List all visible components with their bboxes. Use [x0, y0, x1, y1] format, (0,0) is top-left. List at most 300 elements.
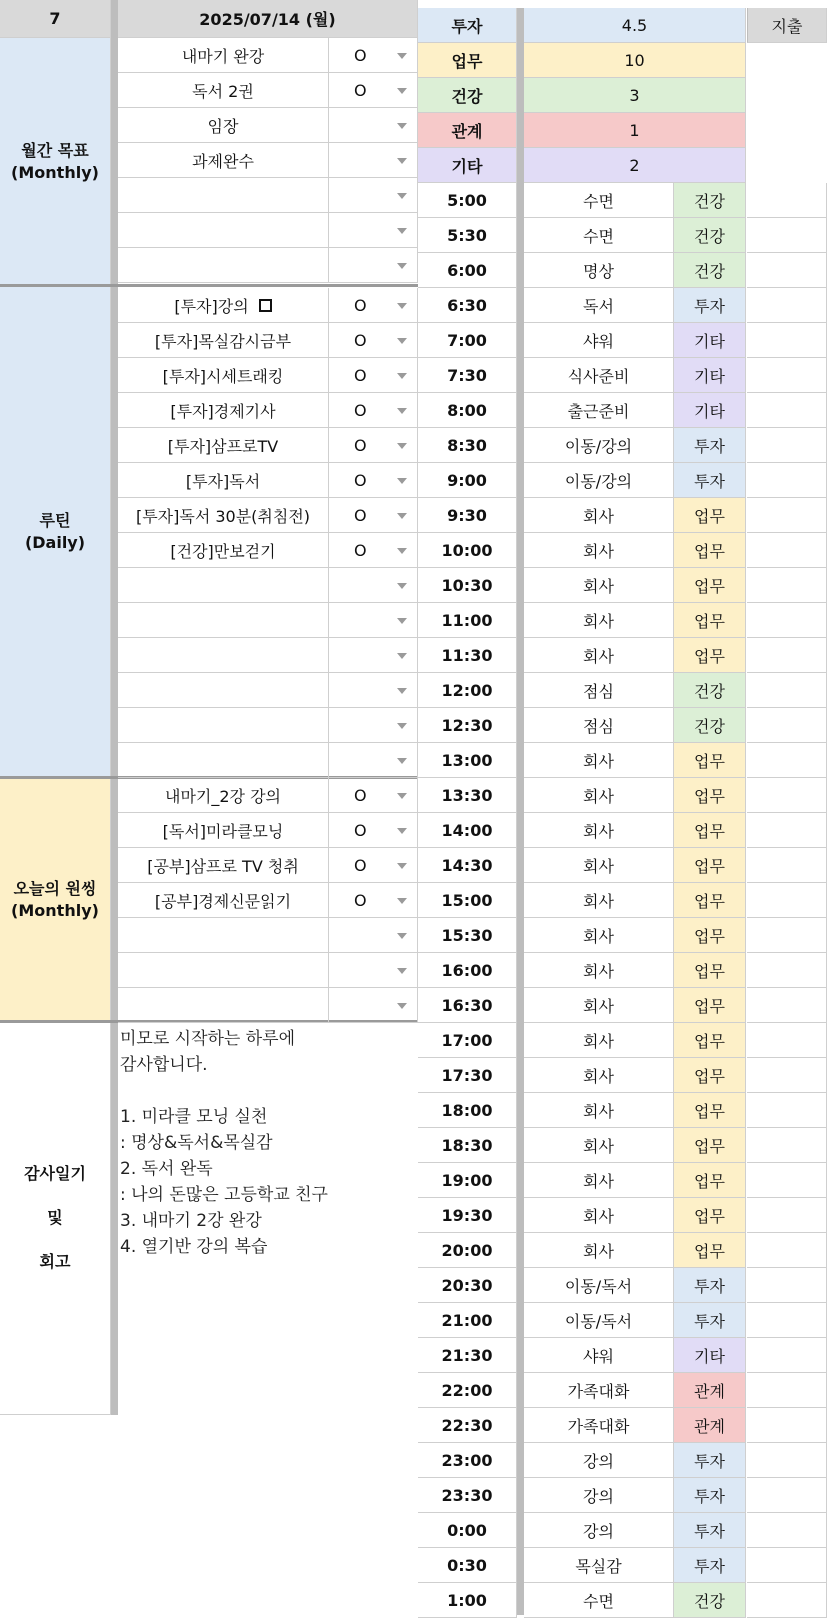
- daily_routines-text: [투자]시세트래킹: [162, 366, 284, 386]
- summary-hours-value: 3: [524, 78, 746, 113]
- status-value: O: [354, 855, 367, 875]
- schedule-time: 16:00: [418, 953, 517, 988]
- daily_routines-text: [투자]강의: [174, 296, 249, 316]
- schedule-activity[interactable]: 회사: [524, 638, 674, 673]
- status-value: O: [354, 785, 367, 805]
- schedule-category-tag[interactable]: 기타: [674, 323, 746, 358]
- daily_routines-status-dropdown[interactable]: [329, 358, 418, 393]
- schedule-time: 19:30: [418, 1198, 517, 1233]
- schedule-time: 11:00: [418, 603, 517, 638]
- schedule-time: 5:30: [418, 218, 517, 253]
- schedule-activity[interactable]: 수면: [524, 183, 674, 218]
- schedule-category-tag[interactable]: 투자: [674, 428, 746, 463]
- schedule-time: 17:30: [418, 1058, 517, 1093]
- status-value: O: [354, 365, 367, 385]
- schedule-category-tag[interactable]: 업무: [674, 1093, 746, 1128]
- schedule-category-tag[interactable]: 기타: [674, 358, 746, 393]
- schedule-spend-cell[interactable]: [747, 183, 827, 218]
- left-divider: [111, 0, 118, 1415]
- dropdown-arrow-icon[interactable]: [397, 583, 407, 589]
- schedule-spend-cell[interactable]: [747, 1268, 827, 1303]
- section-label-0: 월간 목표 (Monthly): [0, 38, 111, 286]
- one_thing-label[interactable]: [118, 918, 329, 953]
- schedule-time: 13:00: [418, 743, 517, 778]
- schedule-category-tag[interactable]: 투자: [674, 1548, 746, 1583]
- daily_routines-status-dropdown[interactable]: [329, 638, 418, 673]
- schedule-spend-cell[interactable]: [747, 743, 827, 778]
- schedule-activity[interactable]: 회사: [524, 1093, 674, 1128]
- right-divider: [517, 8, 524, 1615]
- schedule-time: 22:00: [418, 1373, 517, 1408]
- schedule-spend-cell[interactable]: [747, 918, 827, 953]
- section-label-3: 감사일기 및 회고: [0, 1022, 111, 1415]
- schedule-category-tag[interactable]: 업무: [674, 498, 746, 533]
- one_thing-status-dropdown[interactable]: [329, 918, 418, 953]
- schedule-category-tag[interactable]: 투자: [674, 463, 746, 498]
- summary-category-label: 기타: [418, 148, 517, 183]
- schedule-spend-cell[interactable]: [747, 1093, 827, 1128]
- one_thing-label[interactable]: [118, 778, 329, 813]
- dropdown-arrow-icon[interactable]: [397, 758, 407, 764]
- daily_routines-text: [투자]독서: [185, 471, 261, 491]
- monthly_goals-text: 임장: [207, 116, 239, 136]
- schedule-time: 21:30: [418, 1338, 517, 1373]
- schedule-activity[interactable]: 점심: [524, 708, 674, 743]
- monthly_goals-status-dropdown[interactable]: [329, 38, 418, 73]
- schedule-time: 22:30: [418, 1408, 517, 1443]
- schedule-activity[interactable]: 독서: [524, 288, 674, 323]
- summary-category-label: 관계: [418, 113, 517, 148]
- daily_routines-status-dropdown[interactable]: [329, 323, 418, 358]
- monthly_goals-status-dropdown[interactable]: [329, 143, 418, 178]
- daily_routines-label[interactable]: [118, 533, 329, 568]
- schedule-time: 9:00: [418, 463, 517, 498]
- schedule-spend-cell[interactable]: [747, 498, 827, 533]
- schedule-spend-cell[interactable]: [747, 813, 827, 848]
- status-value: O: [354, 820, 367, 840]
- monthly_goals-label[interactable]: [118, 178, 329, 213]
- schedule-activity[interactable]: 이동/강의: [524, 463, 674, 498]
- schedule-activity[interactable]: 회사: [524, 1058, 674, 1093]
- status-value: O: [354, 470, 367, 490]
- schedule-category-tag[interactable]: 업무: [674, 778, 746, 813]
- schedule-category-tag[interactable]: 투자: [674, 1478, 746, 1513]
- one_thing-label[interactable]: [118, 988, 329, 1023]
- schedule-spend-cell[interactable]: [747, 1338, 827, 1373]
- schedule-category-tag[interactable]: 업무: [674, 953, 746, 988]
- dropdown-arrow-icon[interactable]: [397, 513, 407, 519]
- schedule-time: 20:00: [418, 1233, 517, 1268]
- schedule-category-tag[interactable]: 업무: [674, 1163, 746, 1198]
- schedule-activity[interactable]: 샤워: [524, 1338, 674, 1373]
- daily_routines-status-dropdown[interactable]: [329, 393, 418, 428]
- schedule-spend-cell[interactable]: [747, 638, 827, 673]
- daily_routines-status-dropdown[interactable]: [329, 603, 418, 638]
- status-value: O: [354, 400, 367, 420]
- schedule-spend-cell[interactable]: [747, 533, 827, 568]
- one_thing-text: [독서]미라클모닝: [162, 821, 284, 841]
- schedule-activity[interactable]: 가족대화: [524, 1408, 674, 1443]
- daily_routines-text: [투자]목실감시금부: [154, 331, 292, 351]
- schedule-category-tag[interactable]: 관계: [674, 1373, 746, 1408]
- schedule-category-tag[interactable]: 투자: [674, 1443, 746, 1478]
- schedule-time: 6:00: [418, 253, 517, 288]
- schedule-time: 9:30: [418, 498, 517, 533]
- schedule-spend-cell[interactable]: [747, 1198, 827, 1233]
- schedule-activity[interactable]: 회사: [524, 813, 674, 848]
- week-number[interactable]: 7: [0, 0, 111, 38]
- schedule-time: 16:30: [418, 988, 517, 1023]
- schedule-spend-cell[interactable]: [747, 1023, 827, 1058]
- schedule-category-tag[interactable]: 업무: [674, 918, 746, 953]
- monthly_goals-label[interactable]: [118, 38, 329, 73]
- dropdown-arrow-icon[interactable]: [397, 338, 407, 344]
- dropdown-arrow-icon[interactable]: [397, 618, 407, 624]
- monthly_goals-text: 내마기 완강: [181, 46, 265, 66]
- schedule-category-tag[interactable]: 투자: [674, 1268, 746, 1303]
- schedule-category-tag[interactable]: 업무: [674, 1023, 746, 1058]
- schedule-activity[interactable]: 강의: [524, 1478, 674, 1513]
- dropdown-arrow-icon[interactable]: [397, 158, 407, 164]
- one_thing-status-dropdown[interactable]: [329, 848, 418, 883]
- daily_routines-label[interactable]: [118, 393, 329, 428]
- schedule-spend-cell[interactable]: [747, 288, 827, 323]
- schedule-category-tag[interactable]: 투자: [674, 1303, 746, 1338]
- schedule-category-tag[interactable]: 업무: [674, 638, 746, 673]
- schedule-activity[interactable]: 가족대화: [524, 1373, 674, 1408]
- status-value: O: [354, 435, 367, 455]
- schedule-time: 5:00: [418, 183, 517, 218]
- schedule-category-tag[interactable]: 건강: [674, 218, 746, 253]
- schedule-time: 10:00: [418, 533, 517, 568]
- schedule-activity[interactable]: 회사: [524, 1128, 674, 1163]
- schedule-spend-cell[interactable]: [747, 1303, 827, 1338]
- monthly_goals-label[interactable]: [118, 108, 329, 143]
- status-value: O: [354, 330, 367, 350]
- schedule-activity[interactable]: 수면: [524, 1583, 674, 1618]
- schedule-spend-cell[interactable]: [747, 1548, 827, 1583]
- schedule-activity[interactable]: 강의: [524, 1513, 674, 1548]
- schedule-spend-cell[interactable]: [747, 848, 827, 883]
- schedule-activity[interactable]: 출근준비: [524, 393, 674, 428]
- dropdown-arrow-icon[interactable]: [397, 548, 407, 554]
- schedule-category-tag[interactable]: 기타: [674, 393, 746, 428]
- one_thing-text: 내마기_2강 강의: [164, 786, 281, 806]
- schedule-time: 18:00: [418, 1093, 517, 1128]
- dropdown-arrow-icon[interactable]: [397, 1003, 407, 1009]
- schedule-activity[interactable]: 이동/강의: [524, 428, 674, 463]
- summary-category-label: 투자: [418, 8, 517, 43]
- one_thing-status-dropdown[interactable]: [329, 953, 418, 988]
- schedule-category-tag[interactable]: 업무: [674, 533, 746, 568]
- schedule-category-tag[interactable]: 업무: [674, 603, 746, 638]
- daily_routines-label[interactable]: [118, 603, 329, 638]
- schedule-time: 14:00: [418, 813, 517, 848]
- monthly_goals-status-dropdown[interactable]: [329, 178, 418, 213]
- dropdown-arrow-icon[interactable]: [397, 303, 407, 309]
- schedule-activity[interactable]: 회사: [524, 778, 674, 813]
- dropdown-arrow-icon[interactable]: [397, 968, 407, 974]
- schedule-activity[interactable]: 회사: [524, 743, 674, 778]
- schedule-spend-cell[interactable]: [747, 1373, 827, 1408]
- schedule-time: 14:30: [418, 848, 517, 883]
- dropdown-arrow-icon[interactable]: [397, 898, 407, 904]
- schedule-spend-cell[interactable]: [747, 883, 827, 918]
- summary-hours-value: 10: [524, 43, 746, 78]
- summary-category-label: 업무: [418, 43, 517, 78]
- one_thing-text: [공부]경제신문읽기: [154, 891, 292, 911]
- schedule-time: 18:30: [418, 1128, 517, 1163]
- schedule-time: 1:00: [418, 1583, 517, 1618]
- monthly_goals-label[interactable]: [118, 143, 329, 178]
- status-value: O: [354, 505, 367, 525]
- schedule-spend-cell[interactable]: [747, 1128, 827, 1163]
- schedule-activity[interactable]: 이동/독서: [524, 1268, 674, 1303]
- schedule-time: 7:00: [418, 323, 517, 358]
- schedule-spend-cell[interactable]: [747, 708, 827, 743]
- schedule-category-tag[interactable]: 건강: [674, 1583, 746, 1618]
- dropdown-arrow-icon[interactable]: [397, 653, 407, 659]
- schedule-spend-cell[interactable]: [747, 463, 827, 498]
- dropdown-arrow-icon[interactable]: [397, 193, 407, 199]
- schedule-category-tag[interactable]: 업무: [674, 1058, 746, 1093]
- one_thing-label[interactable]: [118, 813, 329, 848]
- schedule-activity[interactable]: 수면: [524, 218, 674, 253]
- schedule-spend-cell[interactable]: [747, 1443, 827, 1478]
- one_thing-status-dropdown[interactable]: [329, 813, 418, 848]
- schedule-category-tag[interactable]: 건강: [674, 183, 746, 218]
- daily_routines-status-dropdown[interactable]: [329, 568, 418, 603]
- schedule-spend-cell[interactable]: [747, 393, 827, 428]
- dropdown-arrow-icon[interactable]: [397, 443, 407, 449]
- daily_routines-label[interactable]: [118, 743, 329, 778]
- daily_routines-text: [투자]경제기사: [170, 401, 276, 421]
- schedule-activity[interactable]: 회사: [524, 953, 674, 988]
- schedule-spend-cell[interactable]: [747, 1513, 827, 1548]
- schedule-activity[interactable]: 회사: [524, 533, 674, 568]
- dropdown-arrow-icon[interactable]: [397, 688, 407, 694]
- schedule-activity[interactable]: 회사: [524, 1233, 674, 1268]
- schedule-time: 13:30: [418, 778, 517, 813]
- schedule-activity[interactable]: 회사: [524, 988, 674, 1023]
- schedule-spend-cell[interactable]: [747, 1058, 827, 1093]
- monthly_goals-label[interactable]: [118, 213, 329, 248]
- schedule-activity[interactable]: 샤워: [524, 323, 674, 358]
- schedule-time: 23:30: [418, 1478, 517, 1513]
- schedule-time: 23:00: [418, 1443, 517, 1478]
- one_thing-label[interactable]: [118, 953, 329, 988]
- dropdown-arrow-icon[interactable]: [397, 478, 407, 484]
- schedule-activity[interactable]: 회사: [524, 883, 674, 918]
- schedule-category-tag[interactable]: 업무: [674, 813, 746, 848]
- dropdown-arrow-icon[interactable]: [397, 408, 407, 414]
- schedule-time: 11:30: [418, 638, 517, 673]
- status-value: O: [354, 45, 367, 65]
- one_thing-label[interactable]: [118, 848, 329, 883]
- section-label-2: 오늘의 원씽 (Monthly): [0, 778, 111, 1022]
- schedule-spend-cell[interactable]: [747, 778, 827, 813]
- schedule-activity[interactable]: 목실감: [524, 1548, 674, 1583]
- dropdown-arrow-icon[interactable]: [397, 123, 407, 129]
- schedule-spend-cell[interactable]: [747, 218, 827, 253]
- monthly_goals-status-dropdown[interactable]: [329, 108, 418, 143]
- schedule-time: 17:00: [418, 1023, 517, 1058]
- schedule-category-tag[interactable]: 업무: [674, 883, 746, 918]
- schedule-spend-cell[interactable]: [747, 603, 827, 638]
- daily_routines-label[interactable]: [118, 323, 329, 358]
- dropdown-arrow-icon[interactable]: [397, 793, 407, 799]
- schedule-activity[interactable]: 회사: [524, 603, 674, 638]
- schedule-time: 8:30: [418, 428, 517, 463]
- schedule-spend-cell[interactable]: [747, 953, 827, 988]
- schedule-spend-cell[interactable]: [747, 1478, 827, 1513]
- schedule-category-tag[interactable]: 건강: [674, 708, 746, 743]
- schedule-time: 12:30: [418, 708, 517, 743]
- schedule-time: 12:00: [418, 673, 517, 708]
- schedule-activity[interactable]: 회사: [524, 848, 674, 883]
- schedule-activity[interactable]: 회사: [524, 918, 674, 953]
- date-header[interactable]: 2025/07/14 (월): [118, 0, 418, 38]
- schedule-time: 0:00: [418, 1513, 517, 1548]
- dropdown-arrow-icon[interactable]: [397, 863, 407, 869]
- schedule-spend-cell[interactable]: [747, 323, 827, 358]
- dropdown-arrow-icon[interactable]: [397, 228, 407, 234]
- daily_routines-label[interactable]: [118, 708, 329, 743]
- schedule-time: 19:00: [418, 1163, 517, 1198]
- daily_routines-label[interactable]: [118, 463, 329, 498]
- summary-category-label: 건강: [418, 78, 517, 113]
- daily_routines-status-dropdown[interactable]: [329, 743, 418, 778]
- schedule-category-tag[interactable]: 건강: [674, 673, 746, 708]
- schedule-activity[interactable]: 회사: [524, 568, 674, 603]
- schedule-category-tag[interactable]: 투자: [674, 1513, 746, 1548]
- schedule-category-tag[interactable]: 업무: [674, 743, 746, 778]
- schedule-spend-cell[interactable]: [747, 1233, 827, 1268]
- daily_routines-status-dropdown[interactable]: [329, 673, 418, 708]
- schedule-category-tag[interactable]: 업무: [674, 1128, 746, 1163]
- checkbox-icon[interactable]: [259, 299, 272, 312]
- section-label-1: 루틴 (Daily): [0, 286, 111, 778]
- status-value: O: [354, 890, 367, 910]
- schedule-category-tag[interactable]: 기타: [674, 1338, 746, 1373]
- schedule-spend-cell[interactable]: [747, 1408, 827, 1443]
- dropdown-arrow-icon[interactable]: [397, 373, 407, 379]
- schedule-time: 0:30: [418, 1548, 517, 1583]
- one_thing-status-dropdown[interactable]: [329, 778, 418, 813]
- daily_routines-text: [투자]삼프로TV: [167, 436, 279, 456]
- schedule-activity[interactable]: 강의: [524, 1443, 674, 1478]
- spend-header[interactable]: 지출: [747, 8, 827, 43]
- dropdown-arrow-icon[interactable]: [397, 723, 407, 729]
- summary-hours-value: 2: [524, 148, 746, 183]
- dropdown-arrow-icon[interactable]: [397, 53, 407, 59]
- monthly_goals-status-dropdown[interactable]: [329, 73, 418, 108]
- one_thing-status-dropdown[interactable]: [329, 883, 418, 918]
- schedule-spend-cell[interactable]: [747, 1583, 827, 1618]
- schedule-activity[interactable]: 명상: [524, 253, 674, 288]
- monthly_goals-label[interactable]: [118, 73, 329, 108]
- daily_routines-status-dropdown[interactable]: [329, 428, 418, 463]
- summary-hours-value: 4.5: [524, 8, 746, 43]
- schedule-category-tag[interactable]: 업무: [674, 848, 746, 883]
- monthly_goals-text: 과제완수: [192, 151, 254, 171]
- schedule-activity[interactable]: 회사: [524, 1198, 674, 1233]
- monthly_goals-status-dropdown[interactable]: [329, 213, 418, 248]
- one_thing-label[interactable]: [118, 883, 329, 918]
- daily_routines-label[interactable]: [118, 288, 329, 323]
- schedule-category-tag[interactable]: 업무: [674, 568, 746, 603]
- status-value: O: [354, 80, 367, 100]
- daily_routines-label[interactable]: [118, 428, 329, 463]
- schedule-spend-cell[interactable]: [747, 1163, 827, 1198]
- daily_routines-text: [건강]만보걷기: [170, 541, 276, 561]
- daily_routines-label[interactable]: [118, 673, 329, 708]
- section-separator: [0, 284, 418, 287]
- daily_routines-status-dropdown[interactable]: [329, 288, 418, 323]
- dropdown-arrow-icon[interactable]: [397, 263, 407, 269]
- schedule-category-tag[interactable]: 업무: [674, 1233, 746, 1268]
- schedule-activity[interactable]: 이동/독서: [524, 1303, 674, 1338]
- dropdown-arrow-icon[interactable]: [397, 933, 407, 939]
- schedule-category-tag[interactable]: 관계: [674, 1408, 746, 1443]
- schedule-category-tag[interactable]: 건강: [674, 253, 746, 288]
- schedule-time: 15:00: [418, 883, 517, 918]
- schedule-spend-cell[interactable]: [747, 673, 827, 708]
- monthly_goals-status-dropdown[interactable]: [329, 248, 418, 283]
- schedule-category-tag[interactable]: 투자: [674, 288, 746, 323]
- daily_routines-label[interactable]: [118, 498, 329, 533]
- dropdown-arrow-icon[interactable]: [397, 828, 407, 834]
- schedule-time: 15:30: [418, 918, 517, 953]
- one_thing-text: [공부]삼프로 TV 청취: [147, 856, 299, 876]
- journal-text[interactable]: 미모로 시작하는 하루에 감사합니다. 1. 미라클 모닝 실천 : 명상&독서&목실감 2. 독서 완독 : 나의 돈많은 고등학교 친구 3. 내마기 2강 완강 4. 열기반 강의 복습: [120, 1029, 328, 1257]
- daily_routines-label[interactable]: [118, 568, 329, 603]
- schedule-activity[interactable]: 회사: [524, 498, 674, 533]
- daily_routines-status-dropdown[interactable]: [329, 498, 418, 533]
- schedule-activity[interactable]: 식사준비: [524, 358, 674, 393]
- one_thing-status-dropdown[interactable]: [329, 988, 418, 1023]
- schedule-category-tag[interactable]: 업무: [674, 1198, 746, 1233]
- monthly_goals-label[interactable]: [118, 248, 329, 283]
- daily_routines-label[interactable]: [118, 358, 329, 393]
- schedule-spend-cell[interactable]: [747, 428, 827, 463]
- daily_routines-status-dropdown[interactable]: [329, 533, 418, 568]
- schedule-time: 7:30: [418, 358, 517, 393]
- schedule-time: 21:00: [418, 1303, 517, 1338]
- daily_routines-status-dropdown[interactable]: [329, 463, 418, 498]
- schedule-spend-cell[interactable]: [747, 988, 827, 1023]
- daily_routines-label[interactable]: [118, 638, 329, 673]
- schedule-activity[interactable]: 회사: [524, 1023, 674, 1058]
- schedule-time: 10:30: [418, 568, 517, 603]
- schedule-spend-cell[interactable]: [747, 568, 827, 603]
- schedule-time: 20:30: [418, 1268, 517, 1303]
- schedule-activity[interactable]: 회사: [524, 1163, 674, 1198]
- schedule-activity[interactable]: 점심: [524, 673, 674, 708]
- schedule-time: 6:30: [418, 288, 517, 323]
- status-value: O: [354, 540, 367, 560]
- daily_routines-text: [투자]독서 30분(취침전): [135, 506, 311, 526]
- schedule-category-tag[interactable]: 업무: [674, 988, 746, 1023]
- schedule-spend-cell[interactable]: [747, 253, 827, 288]
- status-value: O: [354, 295, 367, 315]
- daily_routines-status-dropdown[interactable]: [329, 708, 418, 743]
- schedule-spend-cell[interactable]: [747, 358, 827, 393]
- summary-hours-value: 1: [524, 113, 746, 148]
- schedule-time: 8:00: [418, 393, 517, 428]
- dropdown-arrow-icon[interactable]: [397, 88, 407, 94]
- monthly_goals-text: 독서 2권: [192, 81, 254, 101]
